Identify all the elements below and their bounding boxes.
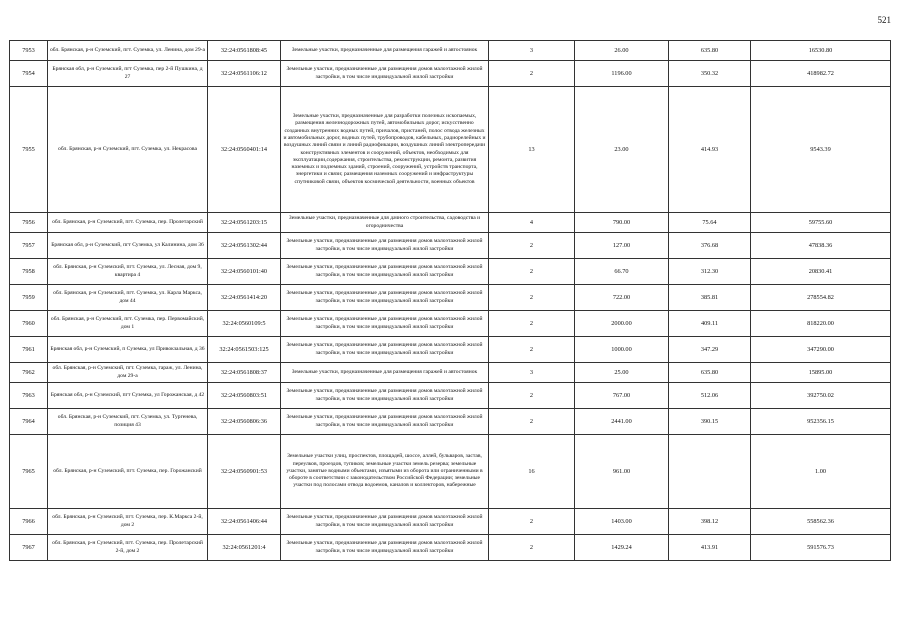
cell-row-number: 7953 xyxy=(10,41,48,61)
table-row xyxy=(10,363,891,383)
cell-price: 376.68 xyxy=(669,233,751,259)
cell-row-number: 7963 xyxy=(10,383,48,409)
cell-area: 66.70 xyxy=(575,259,669,285)
cell-price: 350.32 xyxy=(669,61,751,87)
cell-row-number: 7958 xyxy=(10,259,48,285)
cell-row-number: 7962 xyxy=(10,363,48,383)
cell-address: Брянская обл, р-н Суземский, пгт Суземка, пер 2-й Пушкина, д 27 xyxy=(48,61,208,87)
cell-group: 2 xyxy=(489,337,575,363)
cell-group: 2 xyxy=(489,409,575,435)
cell-area: 1196.00 xyxy=(575,61,669,87)
cell-row-number: 7957 xyxy=(10,233,48,259)
cell-cadastral-value: 15895.00 xyxy=(751,363,891,383)
cell-row-number: 7965 xyxy=(10,435,48,509)
cell-group: 2 xyxy=(489,535,575,561)
cell-land-use: Земельные участки, предназначенные для размещения домов малоэтажной жилой застройки, в том числе индивидуальной жилой застройки xyxy=(281,61,489,87)
cell-area: 25.00 xyxy=(575,363,669,383)
table-row xyxy=(10,213,891,233)
cell-price: 512.06 xyxy=(669,383,751,409)
cell-land-use: Земельные участки, предназначенные для размещения домов малоэтажной жилой застройки, в том числе индивидуальной жилой застройки xyxy=(281,233,489,259)
cell-group: 3 xyxy=(489,363,575,383)
cell-area: 767.00 xyxy=(575,383,669,409)
table-row xyxy=(10,337,891,363)
cell-land-use: Земельные участки, предназначенные для размещения гаражей и автостоянок xyxy=(281,363,489,383)
cell-land-use: Земельные участки, предназначенные для размещения гаражей и автостоянок xyxy=(281,41,489,61)
cell-group: 2 xyxy=(489,311,575,337)
table-row xyxy=(10,509,891,535)
table-row xyxy=(10,41,891,61)
cell-cadastral-number: 32:24:0560109:5 xyxy=(208,311,281,337)
cell-cadastral-number: 32:24:0561201:4 xyxy=(208,535,281,561)
cell-cadastral-value: 818220.00 xyxy=(751,311,891,337)
cell-address: обл. Брянская, р-н Суземский, пгт. Суземка, пер. Пролетарский 2-й, дом 2 xyxy=(48,535,208,561)
cell-address: обл. Брянская, р-н Суземский, пгт. Суземка, ул. Карла Маркса, дом 44 xyxy=(48,285,208,311)
cell-address: обл. Брянская, р-н Суземский, пгт. Суземка, пер. Пролетарский xyxy=(48,213,208,233)
cell-area: 961.00 xyxy=(575,435,669,509)
cell-cadastral-number: 32:24:0560803:51 xyxy=(208,383,281,409)
cell-land-use: Земельные участки, предназначенные для разработки полезных ископаемых, размещения железнодорожных путей, автомобильных дорог, искусственно созданных внутренних водных путей, причалов, пристаней, полос отвода железных и автомобильных дорог, водных путей, трубопроводов, кабельных, радиорелейных и воздушных линий связи и линий радиофикации, воздушных линий электропередачи конструктивных элементов и сооружений, объектов, необходимых для эксплуатации,содержания, строительства, реконструкции, ремонта, развития наземных и подземных зданий, строений, сооружений, устройств транспорта, энергетики и связи; размещения наземных сооружений и инфраструктуры спутниковой связи, объектов космической деятельности, военных объектов xyxy=(281,87,489,213)
cell-price: 312.30 xyxy=(669,259,751,285)
cell-row-number: 7964 xyxy=(10,409,48,435)
cell-address: Брянская обл, р-н Суземский, п Суземка, ул Привокзальная, д 36 xyxy=(48,337,208,363)
cell-land-use: Земельные участки, предназначенные для размещения домов малоэтажной жилой застройки, в том числе индивидуальной жилой застройки xyxy=(281,383,489,409)
table-row xyxy=(10,535,891,561)
table-row xyxy=(10,311,891,337)
cell-cadastral-number: 32:24:0560101:40 xyxy=(208,259,281,285)
cell-group: 2 xyxy=(489,383,575,409)
cell-row-number: 7959 xyxy=(10,285,48,311)
cell-row-number: 7955 xyxy=(10,87,48,213)
cell-area: 790.00 xyxy=(575,213,669,233)
cell-row-number: 7956 xyxy=(10,213,48,233)
cell-cadastral-number: 32:24:0561106:12 xyxy=(208,61,281,87)
cell-cadastral-value: 20830.41 xyxy=(751,259,891,285)
cell-address: обл. Брянская, р-н Суземский, пгт. Суземка, пер. К.Маркса 2-й, дом 2 xyxy=(48,509,208,535)
cell-group: 2 xyxy=(489,285,575,311)
cell-cadastral-value: 16530.80 xyxy=(751,41,891,61)
cell-cadastral-value: 1.00 xyxy=(751,435,891,509)
cell-cadastral-value: 347290.00 xyxy=(751,337,891,363)
page-number: 521 xyxy=(877,15,891,25)
cell-cadastral-number: 32:24:0561203:15 xyxy=(208,213,281,233)
table-row xyxy=(10,233,891,259)
cell-group: 2 xyxy=(489,509,575,535)
cell-cadastral-number: 32:24:0561503:125 xyxy=(208,337,281,363)
cell-row-number: 7954 xyxy=(10,61,48,87)
cell-price: 75.64 xyxy=(669,213,751,233)
table-row xyxy=(10,285,891,311)
cell-address: обл. Брянская, р-н Суземский, пгт. Суземка, ул. Тургенева, позиция 43 xyxy=(48,409,208,435)
cell-address: обл. Брянская, р-н Суземский, пгт. Суземка, гараж, ул. Ленина, дом 29-а xyxy=(48,363,208,383)
cell-cadastral-number: 32:24:0560806:36 xyxy=(208,409,281,435)
cell-row-number: 7961 xyxy=(10,337,48,363)
cell-cadastral-number: 32:24:0561808:37 xyxy=(208,363,281,383)
cell-land-use: Земельные участки, предназначенные для размещения домов малоэтажной жилой застройки, в том числе индивидуальной жилой застройки xyxy=(281,337,489,363)
cell-area: 2000.00 xyxy=(575,311,669,337)
cell-group: 4 xyxy=(489,213,575,233)
cell-price: 413.91 xyxy=(669,535,751,561)
cell-address: обл. Брянская, р-н Суземский, пгт. Суземка, ул. Лесная, дом 9, квартира 4 xyxy=(48,259,208,285)
cell-group: 13 xyxy=(489,87,575,213)
cell-area: 23.00 xyxy=(575,87,669,213)
cell-land-use: Земельные участки, предназначенные для дачного строительства, садоводства и огородничества xyxy=(281,213,489,233)
cell-price: 347.29 xyxy=(669,337,751,363)
cell-group: 2 xyxy=(489,233,575,259)
cell-row-number: 7966 xyxy=(10,509,48,535)
cell-price: 414.93 xyxy=(669,87,751,213)
table-row xyxy=(10,383,891,409)
cell-address: обл. Брянская, р-н Суземский, пгт. Суземка, пер. Горожанский xyxy=(48,435,208,509)
cell-cadastral-value: 9543.39 xyxy=(751,87,891,213)
cell-price: 390.15 xyxy=(669,409,751,435)
cell-cadastral-value: 418982.72 xyxy=(751,61,891,87)
cell-address: Брянская обл, р-н Суземский, пгт Суземка, ул Горожанская, д 42 xyxy=(48,383,208,409)
cell-area: 127.00 xyxy=(575,233,669,259)
cell-land-use: Земельные участки улиц, проспектов, площадей, шоссе, аллей, бульваров, застав, переулков, проездов, тупиков; земельные участки земель резерва; земельные участки, занятые водными объектами, изъятыми из оборота или ограниченными в обороте в соответствии с законодательством Российской Федерации; земельные участки под полосами отвода водоемов, каналов и коллекторов, набережные xyxy=(281,435,489,509)
cell-land-use: Земельные участки, предназначенные для размещения домов малоэтажной жилой застройки, в том числе индивидуальной жилой застройки xyxy=(281,509,489,535)
cell-cadastral-value: 392750.02 xyxy=(751,383,891,409)
cell-cadastral-value: 558562.36 xyxy=(751,509,891,535)
cell-address: Брянская обл, р-н Суземский, пгт Суземка, ул Калинина, дом 36 xyxy=(48,233,208,259)
cell-cadastral-number: 32:24:0561808:45 xyxy=(208,41,281,61)
cell-cadastral-number: 32:24:0561302:44 xyxy=(208,233,281,259)
cell-group: 2 xyxy=(489,61,575,87)
cell-row-number: 7960 xyxy=(10,311,48,337)
cell-group: 16 xyxy=(489,435,575,509)
cell-cadastral-value: 952356.15 xyxy=(751,409,891,435)
cell-area: 1429.24 xyxy=(575,535,669,561)
cell-price: 398.12 xyxy=(669,509,751,535)
cell-cadastral-number: 32:24:0561406:44 xyxy=(208,509,281,535)
cell-area: 1403.00 xyxy=(575,509,669,535)
cell-area: 26.00 xyxy=(575,41,669,61)
cell-row-number: 7967 xyxy=(10,535,48,561)
cell-address: обл. Брянская, р-н Суземский, пгт. Суземка, ул. Ленина, дом 29-а xyxy=(48,41,208,61)
cell-group: 2 xyxy=(489,259,575,285)
cell-price: 409.11 xyxy=(669,311,751,337)
cell-cadastral-value: 278554.82 xyxy=(751,285,891,311)
cell-price: 635.80 xyxy=(669,363,751,383)
table-row xyxy=(10,409,891,435)
cell-cadastral-value: 47838.36 xyxy=(751,233,891,259)
cell-land-use: Земельные участки, предназначенные для размещения домов малоэтажной жилой застройки, в том числе индивидуальной жилой застройки xyxy=(281,409,489,435)
cadastral-value-table xyxy=(9,40,891,561)
table-row xyxy=(10,435,891,509)
cell-price: 385.81 xyxy=(669,285,751,311)
cell-land-use: Земельные участки, предназначенные для размещения домов малоэтажной жилой застройки, в том числе индивидуальной жилой застройки xyxy=(281,535,489,561)
cell-cadastral-value: 59755.60 xyxy=(751,213,891,233)
cell-area: 722.00 xyxy=(575,285,669,311)
cell-cadastral-value: 591576.73 xyxy=(751,535,891,561)
table-row xyxy=(10,61,891,87)
cell-area: 1000.00 xyxy=(575,337,669,363)
cell-group: 3 xyxy=(489,41,575,61)
cell-cadastral-number: 32:24:0561414:20 xyxy=(208,285,281,311)
cell-price: 635.80 xyxy=(669,41,751,61)
cell-address: обл. Брянская, р-н Суземский, пгт. Суземка, пер. Первомайский, дом 1 xyxy=(48,311,208,337)
cell-land-use: Земельные участки, предназначенные для размещения домов малоэтажной жилой застройки, в том числе индивидуальной жилой застройки xyxy=(281,259,489,285)
cell-cadastral-number: 32:24:0560401:14 xyxy=(208,87,281,213)
cell-price xyxy=(669,435,751,509)
cell-area: 2441.00 xyxy=(575,409,669,435)
table-row xyxy=(10,87,891,213)
cell-land-use: Земельные участки, предназначенные для размещения домов малоэтажной жилой застройки, в том числе индивидуальной жилой застройки xyxy=(281,285,489,311)
cell-address: обл. Брянская, р-н Суземский, пгт. Суземка, ул. Некрасова xyxy=(48,87,208,213)
cell-cadastral-number: 32:24:0560901:53 xyxy=(208,435,281,509)
table-row xyxy=(10,259,891,285)
cell-land-use: Земельные участки, предназначенные для размещения домов малоэтажной жилой застройки, в том числе индивидуальной жилой застройки xyxy=(281,311,489,337)
